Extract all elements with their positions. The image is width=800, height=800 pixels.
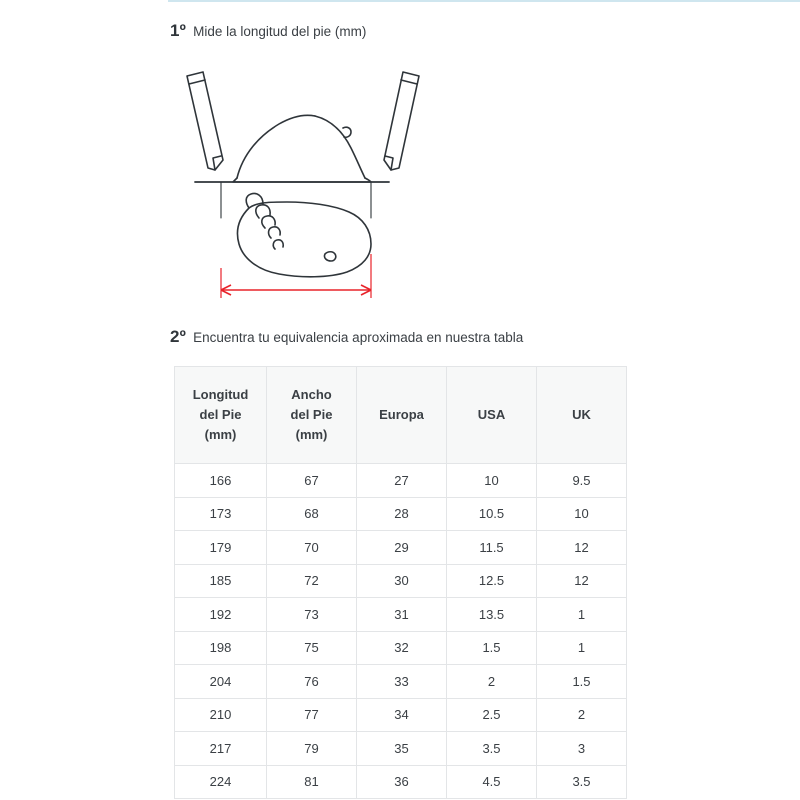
cell-uk: 1.5 bbox=[537, 665, 627, 699]
cell-foot-length: 210 bbox=[175, 698, 267, 732]
cell-usa: 3.5 bbox=[447, 732, 537, 766]
cell-foot-length: 198 bbox=[175, 631, 267, 665]
cell-europa: 36 bbox=[357, 765, 447, 799]
cell-usa: 13.5 bbox=[447, 598, 537, 632]
cell-europa: 28 bbox=[357, 497, 447, 531]
table-header bbox=[175, 367, 627, 464]
cell-usa: 2.5 bbox=[447, 698, 537, 732]
cell-uk: 3 bbox=[537, 732, 627, 766]
column-header-foot-length-line-1: Longitud bbox=[192, 386, 249, 402]
table-row bbox=[175, 665, 627, 699]
column-header-usa: USA bbox=[447, 367, 537, 464]
cell-usa: 10 bbox=[447, 464, 537, 498]
cell-foot-length: 217 bbox=[175, 732, 267, 766]
cell-usa: 2 bbox=[447, 665, 537, 699]
size-conversion-table bbox=[174, 366, 627, 799]
cell-foot-length: 166 bbox=[175, 464, 267, 498]
cell-usa: 11.5 bbox=[447, 531, 537, 565]
cell-foot-length: 204 bbox=[175, 665, 267, 699]
cell-foot-length: 179 bbox=[175, 531, 267, 565]
cell-foot-width: 73 bbox=[267, 598, 357, 632]
column-header-foot-length-line-2: del Pie bbox=[199, 406, 242, 422]
cell-uk: 2 bbox=[537, 698, 627, 732]
table-row bbox=[175, 732, 627, 766]
table-row bbox=[175, 564, 627, 598]
column-header-foot-length-line-3: (mm) bbox=[204, 427, 237, 443]
cell-foot-width: 77 bbox=[267, 698, 357, 732]
column-header-foot-width bbox=[267, 367, 357, 464]
column-header-foot-width-line-3: (mm) bbox=[295, 427, 328, 443]
cell-europa: 29 bbox=[357, 531, 447, 565]
step-2-text: Encuentra tu equivalencia aproximada en nuestra tabla bbox=[193, 330, 524, 345]
table-header-row bbox=[175, 367, 627, 464]
cell-uk: 1 bbox=[537, 631, 627, 665]
cell-usa: 12.5 bbox=[447, 564, 537, 598]
cell-europa: 31 bbox=[357, 598, 447, 632]
table-row bbox=[175, 531, 627, 565]
cell-foot-width: 76 bbox=[267, 665, 357, 699]
cell-foot-length: 192 bbox=[175, 598, 267, 632]
cell-foot-width: 81 bbox=[267, 765, 357, 799]
cell-europa: 30 bbox=[357, 564, 447, 598]
cell-europa: 27 bbox=[357, 464, 447, 498]
step-2-number: 2º bbox=[170, 327, 187, 346]
column-header-uk: UK bbox=[537, 367, 627, 464]
cell-foot-width: 70 bbox=[267, 531, 357, 565]
foot-measure-diagram bbox=[175, 58, 435, 303]
step-1-text: Mide la longitud del pie (mm) bbox=[193, 24, 367, 39]
cell-uk: 1 bbox=[537, 598, 627, 632]
cell-uk: 12 bbox=[537, 564, 627, 598]
cell-uk: 9.5 bbox=[537, 464, 627, 498]
cell-usa: 1.5 bbox=[447, 631, 537, 665]
cell-europa: 33 bbox=[357, 665, 447, 699]
table-row bbox=[175, 464, 627, 498]
cell-europa: 35 bbox=[357, 732, 447, 766]
column-header-europa: Europa bbox=[357, 367, 447, 464]
cell-usa: 4.5 bbox=[447, 765, 537, 799]
cell-foot-width: 79 bbox=[267, 732, 357, 766]
cell-uk: 3.5 bbox=[537, 765, 627, 799]
size-conversion-table-wrapper bbox=[174, 366, 626, 799]
column-header-foot-length bbox=[175, 367, 267, 464]
cell-uk: 10 bbox=[537, 497, 627, 531]
cell-uk: 12 bbox=[537, 531, 627, 565]
cell-europa: 32 bbox=[357, 631, 447, 665]
cell-foot-width: 68 bbox=[267, 497, 357, 531]
table-row bbox=[175, 631, 627, 665]
cell-foot-length: 173 bbox=[175, 497, 267, 531]
step-1-number: 1º bbox=[170, 21, 187, 40]
step-1 bbox=[170, 21, 366, 41]
cell-foot-width: 72 bbox=[267, 564, 357, 598]
table-row bbox=[175, 765, 627, 799]
table-row bbox=[175, 698, 627, 732]
cell-foot-length: 185 bbox=[175, 564, 267, 598]
table-row bbox=[175, 598, 627, 632]
cell-europa: 34 bbox=[357, 698, 447, 732]
cell-foot-length: 224 bbox=[175, 765, 267, 799]
table-body bbox=[175, 464, 627, 799]
cell-usa: 10.5 bbox=[447, 497, 537, 531]
column-header-foot-width-line-2: del Pie bbox=[290, 406, 333, 422]
cell-foot-width: 75 bbox=[267, 631, 357, 665]
table-row bbox=[175, 497, 627, 531]
step-2 bbox=[170, 327, 523, 347]
cell-foot-width: 67 bbox=[267, 464, 357, 498]
column-header-foot-width-line-1: Ancho bbox=[291, 386, 332, 402]
